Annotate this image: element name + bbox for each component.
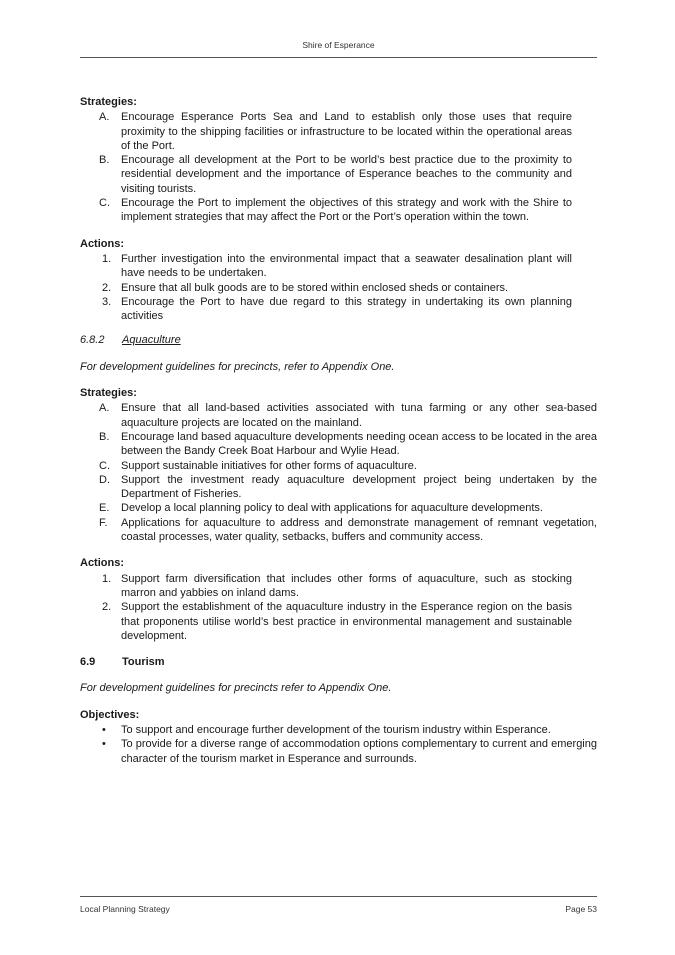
list-item-text: Further investigation into the environmental impact that a seawater desalination plant will have needs to be undertaken. (121, 252, 572, 280)
list-item (80, 459, 597, 473)
bullet-icon: • (102, 738, 106, 751)
list-item (80, 281, 597, 295)
aquaculture-strategies-list (80, 401, 597, 544)
list-marker: B. (99, 430, 110, 443)
list-item-text: To support and encourage further development of the tourism industry within Esperance. (121, 723, 551, 736)
list-item-text: Support the investment ready aquaculture development project being undertaken by the Department of Fisheries. (121, 473, 597, 501)
aquaculture-actions-list (80, 572, 597, 643)
port-actions-heading: Actions: (80, 237, 124, 250)
list-item (80, 600, 597, 643)
page-header: Shire of Esperance (302, 40, 375, 50)
list-item-text: Support farm diversification that includes other forms of aquaculture, such as stocking marron and yabbies on inland dams. (121, 572, 572, 599)
port-strategies-list (80, 110, 597, 224)
list-marker: 1. (102, 572, 112, 585)
list-marker: D. (99, 473, 110, 486)
aquaculture-strategies-heading: Strategies: (80, 387, 137, 400)
list-item (80, 430, 597, 459)
section-number: 6.9 (80, 656, 96, 669)
list-marker: A. (99, 402, 110, 415)
list-item (80, 153, 597, 196)
list-item (80, 295, 597, 324)
aquaculture-subsection-heading (80, 333, 597, 347)
footer-page-number: Page 53 (565, 904, 597, 914)
list-item-text: Encourage all development at the Port to be world’s best practice due to the proximity to residential development and the importance of Esperance beaches to the community and visiting tourists. (121, 154, 572, 195)
list-item-text: Support sustainable initiatives for other forms of aquaculture. (121, 459, 417, 472)
list-item (80, 572, 597, 601)
aquaculture-guideline: For development guidelines for precincts, refer to Appendix One. (80, 360, 395, 373)
footer-document-title: Local Planning Strategy (80, 904, 170, 914)
port-strategies-heading: Strategies: (80, 96, 137, 108)
tourism-objectives-list (80, 723, 597, 766)
list-marker: 2. (102, 601, 112, 614)
list-marker: A. (99, 111, 110, 124)
header-rule (80, 57, 597, 58)
port-actions-list (80, 252, 597, 323)
list-marker: E. (99, 502, 110, 515)
list-item-text: Ensure that all bulk goods are to be stored within enclosed sheds or containers. (121, 281, 509, 294)
list-item-text: Encourage the Port to have due regard to this strategy in undertaking its own planning activities (121, 295, 572, 323)
list-marker: F. (99, 516, 108, 529)
list-item-text: Develop a local planning policy to deal with applications for aquaculture developments. (121, 502, 543, 515)
list-item-text: Encourage land based aquaculture developments needing ocean access to be located in the area between the Bandy Creek Boat Harbour and Wylie Head. (121, 430, 597, 458)
list-item-text: Encourage the Port to implement the objectives of this strategy and work with the Shire to implement strategies that may affect the Port or the Port’s operation within the town. (121, 197, 572, 224)
list-item-text: Applications for aquaculture to address and demonstrate management of remnant vegetation, coastal processes, water quality, setbacks, buffers and community access. (121, 516, 597, 544)
list-item (80, 723, 597, 737)
tourism-section-heading (80, 655, 597, 669)
footer-rule (80, 896, 597, 897)
list-marker: 2. (102, 281, 112, 294)
list-item (80, 252, 597, 281)
list-item (80, 737, 597, 766)
aquaculture-actions-heading: Actions: (80, 557, 124, 570)
list-marker: 1. (102, 252, 112, 265)
tourism-guideline: For development guidelines for precincts refer to Appendix One. (80, 682, 392, 695)
list-item-text: Ensure that all land-based activities associated with tuna farming or any other sea-based aquaculture projects are located on the mainland. (121, 402, 597, 429)
list-item-text: To provide for a diverse range of accommodation options complementary to current and emerging character of the tourism market in Esperance and surrounds. (121, 738, 597, 765)
list-marker: C. (99, 459, 110, 472)
subsection-title: Aquaculture (122, 334, 181, 347)
list-marker: 3. (102, 295, 112, 308)
list-item-text: Support the establishment of the aquaculture industry in the Esperance region on the basis that proponents utilise world’s best practice in environmental management and sustainable development. (121, 601, 572, 642)
list-item (80, 401, 597, 430)
section-title: Tourism (122, 656, 165, 669)
page-content (80, 95, 597, 766)
bullet-icon: • (102, 723, 106, 736)
list-item (80, 501, 597, 515)
tourism-objectives-heading: Objectives: (80, 708, 140, 721)
list-item (80, 110, 597, 153)
list-item (80, 196, 597, 225)
list-item (80, 516, 597, 545)
list-marker: B. (99, 154, 110, 167)
list-item (80, 473, 597, 502)
list-marker: C. (99, 197, 110, 210)
list-item-text: Encourage Esperance Ports Sea and Land to establish only those uses that require proximity to the shipping facilities or infrastructure to be located within the operational areas of the Port. (121, 111, 572, 152)
subsection-number: 6.8.2 (80, 334, 105, 347)
